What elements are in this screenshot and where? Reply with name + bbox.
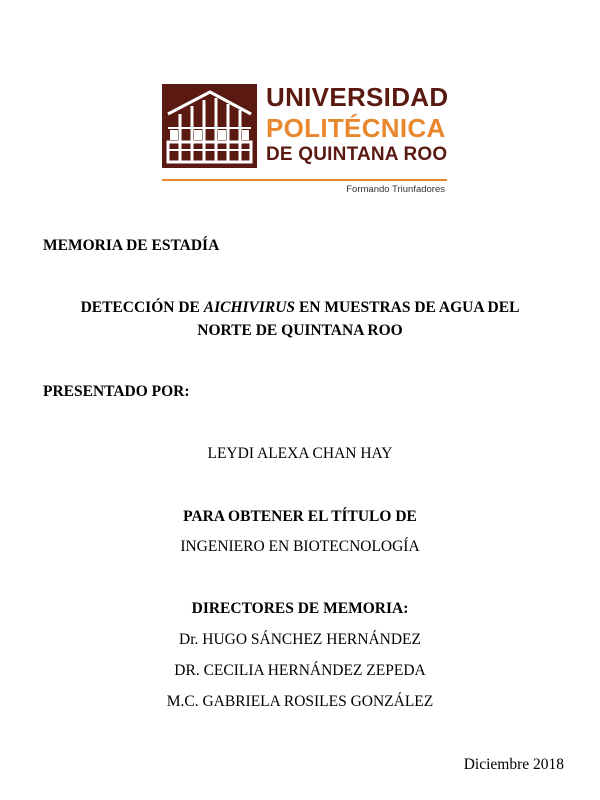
building-logo-icon bbox=[162, 84, 257, 168]
thesis-title-line2: NORTE DE QUINTANA ROO bbox=[197, 322, 403, 339]
directors-label: DIRECTORES DE MEMORIA: bbox=[191, 600, 409, 617]
director-2: DR. CECILIA HERNÁNDEZ ZEPEDA bbox=[174, 662, 426, 679]
logo-text-quintana-roo: DE QUINTANA ROO bbox=[266, 144, 448, 165]
title-pre: DETECCIÓN DE bbox=[80, 299, 204, 316]
thesis-title-line1 bbox=[40, 296, 560, 319]
author-name: LEYDI ALEXA CHAN HAY bbox=[207, 445, 393, 462]
logo-slogan: Formando Triunfadores bbox=[346, 184, 445, 195]
director-1: Dr. HUGO SÁNCHEZ HERNÁNDEZ bbox=[179, 631, 421, 648]
logo-text-politecnica: POLITÉCNICA bbox=[266, 113, 446, 143]
director-3: M.C. GABRIELA ROSILES GONZÁLEZ bbox=[166, 693, 434, 710]
title-italic: AICHIVIRUS bbox=[203, 299, 296, 316]
thesis-title bbox=[40, 296, 560, 342]
degree-name: INGENIERO EN BIOTECNOLOGÍA bbox=[180, 538, 420, 555]
document-type: MEMORIA DE ESTADÍA bbox=[43, 237, 220, 254]
university-logo bbox=[162, 84, 447, 196]
degree-label: PARA OBTENER EL TÍTULO DE bbox=[183, 508, 417, 525]
logo-text-universidad: UNIVERSIDAD bbox=[266, 82, 449, 112]
presented-by-label: PRESENTADO POR: bbox=[43, 383, 190, 400]
title-post: EN MUESTRAS DE AGUA DEL bbox=[295, 299, 520, 316]
document-date: Diciembre 2018 bbox=[463, 756, 564, 773]
logo-divider bbox=[162, 179, 447, 181]
